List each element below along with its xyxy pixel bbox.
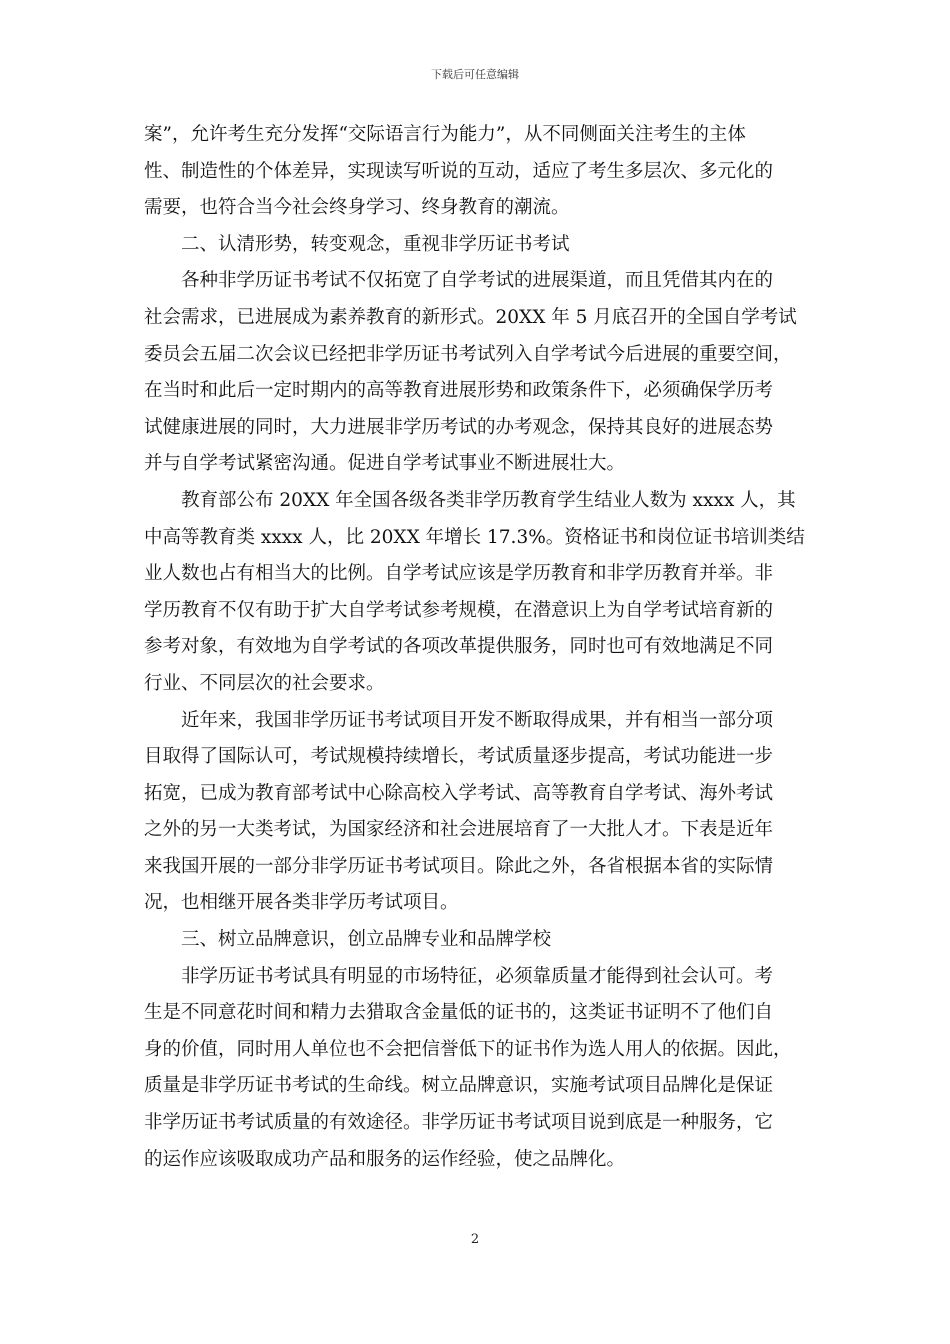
text-line: 质量是非学历证书考试的生命线。树立品牌意识，实施考试项目品牌化是保证 — [144, 1075, 774, 1097]
text-line: 业人数也占有相当大的比例。自学考试应该是学历教育和非学历教育并举。非 — [144, 563, 774, 585]
text-line: 在当时和此后一定时期内的高等教育进展形势和政策条件下，必须确保学历考 — [144, 380, 774, 402]
section-heading: 三、树立品牌意识，创立品牌专业和品牌学校 — [181, 929, 552, 951]
text-line: 目取得了国际认可，考试规模持续增长，考试质量逐步提高，考试功能进一步 — [144, 746, 774, 768]
page-number: 2 — [470, 1232, 480, 1247]
section-heading: 二、认清形势，转变观念，重视非学历证书考试 — [181, 233, 570, 255]
text-line: 性、制造性的个体差异，实现读写听说的互动，适应了考生多层次、多元化的 — [144, 160, 774, 182]
document-body — [144, 117, 810, 1178]
text-line: 教育部公布 20XX 年全国各级各类非学历教育学生结业人数为 xxxx 人，其 — [181, 489, 796, 511]
text-line: 并与自学考试紧密沟通。促进自学考试事业不断进展壮大。 — [144, 453, 626, 475]
page-header: 下载后可任意编辑 — [431, 68, 519, 81]
text-line: 非学历证书考试具有明显的市场特征，必须靠质量才能得到社会认可。考 — [181, 965, 774, 987]
text-line: 近年来，我国非学历证书考试项目开发不断取得成果，并有相当一部分项 — [181, 709, 774, 731]
text-line: 身的价值，同时用人单位也不会把信誉低下的证书作为选人用人的依据。因此， — [144, 1038, 792, 1060]
text-line: 生是不同意花时间和精力去猎取含金量低的证书的，这类证书证明不了他们自 — [144, 1002, 774, 1024]
text-line: 之外的另一大类考试，为国家经济和社会进展培育了一大批人才。下表是近年 — [144, 819, 774, 841]
text-line: 的运作应该吸取成功产品和服务的运作经验，使之品牌化。 — [144, 1148, 626, 1170]
text-line: 来我国开展的一部分非学历证书考试项目。除此之外，各省根据本省的实际情 — [144, 855, 774, 877]
text-line: 社会需求，已进展成为素养教育的新形式。20XX 年 5 月底召开的全国自学考试 — [144, 306, 797, 328]
text-line: 委员会五届二次会议已经把非学历证书考试列入自学考试今后进展的重要空间， — [144, 343, 792, 365]
text-line: 拓宽，已成为教育部考试中心除高校入学考试、高等教育自学考试、海外考试 — [144, 782, 774, 804]
text-line: 中高等教育类 xxxx 人，比 20XX 年增长 17.3%。资格证书和岗位证书培训类结 — [144, 526, 805, 548]
text-line: 学历教育不仅有助于扩大自学考试参考规模，在潜意识上为自学考试培育新的 — [144, 599, 774, 621]
text-line: 各种非学历证书考试不仅拓宽了自学考试的进展渠道，而且凭借其内在的 — [181, 270, 774, 292]
text-line: 非学历证书考试质量的有效途径。非学历证书考试项目说到底是一种服务，它 — [144, 1112, 774, 1134]
text-line: 需要，也符合当今社会终身学习、终身教育的潮流。 — [144, 197, 570, 219]
text-line: 行业、不同层次的社会要求。 — [144, 672, 385, 694]
text-line: 案”，允许考生充分发挥“交际语言行为能力”，从不同侧面关注考生的主体 — [144, 124, 746, 145]
text-line: 参考对象，有效地为自学考试的各项改革提供服务，同时也可有效地满足不同 — [144, 636, 774, 658]
text-line: 试健康进展的同时，大力进展非学历考试的办考观念，保持其良好的进展态势 — [144, 416, 774, 438]
text-line: 况，也相继开展各类非学历考试项目。 — [144, 892, 459, 914]
